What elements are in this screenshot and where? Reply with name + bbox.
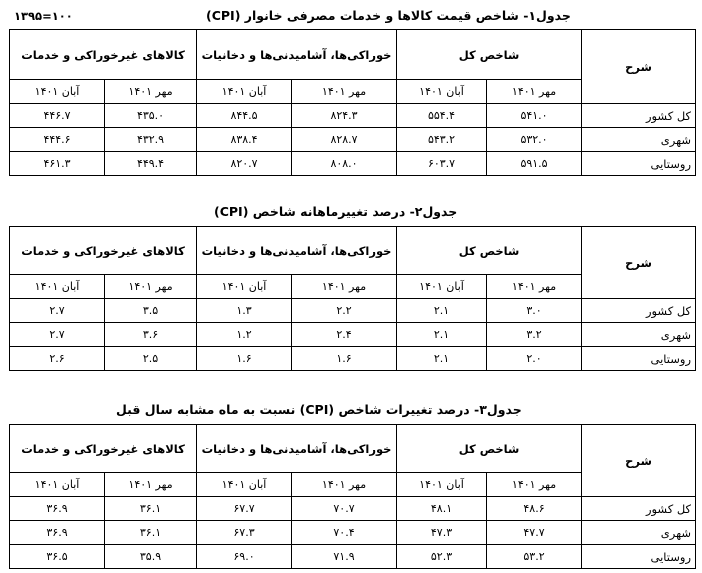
cell: ۲.۷ <box>10 323 105 347</box>
row-label: روستایی <box>582 545 696 569</box>
table-row <box>10 497 696 521</box>
cell: ۸۲۰.۷ <box>197 152 292 176</box>
table-3-title: جدول۳- درصد تغییرات شاخص (CPI) نسبت به ماه مشابه سال قبل <box>116 402 522 417</box>
row-label: شهری <box>582 128 696 152</box>
cell: ۴۴۹.۴ <box>105 152 197 176</box>
row-label: روستایی <box>582 347 696 371</box>
row-label: کل کشور <box>582 299 696 323</box>
table-row <box>10 152 696 176</box>
cell: ۳.۰ <box>487 299 582 323</box>
group-header-total: شاخص کل <box>397 30 582 80</box>
cell: ۲.۶ <box>10 347 105 371</box>
month-header: مهر ۱۴۰۱ <box>105 275 197 299</box>
cell: ۶۰۳.۷ <box>397 152 487 176</box>
table-row <box>10 104 696 128</box>
cell: ۲.۷ <box>10 299 105 323</box>
cell: ۸۲۸.۷ <box>292 128 397 152</box>
cell: ۴۴۴.۶ <box>10 128 105 152</box>
cell: ۳۶.۱ <box>105 521 197 545</box>
cell: ۳۵.۹ <box>105 545 197 569</box>
group-header-food: خوراکی‌ها، آشامیدنی‌ها و دخانیات <box>197 227 397 275</box>
cell: ۲.۰ <box>487 347 582 371</box>
cell: ۴۸.۱ <box>397 497 487 521</box>
month-header: آبان ۱۴۰۱ <box>397 80 487 104</box>
cell: ۷۰.۷ <box>292 497 397 521</box>
table-row <box>10 323 696 347</box>
table-2 <box>9 226 696 371</box>
row-label: شهری <box>582 521 696 545</box>
cell: ۱.۶ <box>197 347 292 371</box>
cell: ۶۷.۳ <box>197 521 292 545</box>
month-header: آبان ۱۴۰۱ <box>197 275 292 299</box>
cell: ۵۳۲.۰ <box>487 128 582 152</box>
cell: ۵۲.۳ <box>397 545 487 569</box>
cell: ۳۶.۹ <box>10 497 105 521</box>
group-header-nonfood: کالاهای غیرخوراکی و خدمات <box>10 30 197 80</box>
month-header: مهر ۱۴۰۱ <box>292 275 397 299</box>
cell: ۴۶۱.۳ <box>10 152 105 176</box>
month-header: آبان ۱۴۰۱ <box>10 80 105 104</box>
cell: ۳.۶ <box>105 323 197 347</box>
month-header: مهر ۱۴۰۱ <box>292 473 397 497</box>
cell: ۸۰۸.۰ <box>292 152 397 176</box>
sharh-header: شرح <box>582 425 696 497</box>
cell: ۳۶.۵ <box>10 545 105 569</box>
cell: ۱.۶ <box>292 347 397 371</box>
group-header-nonfood: کالاهای غیرخوراکی و خدمات <box>10 227 197 275</box>
cell: ۵۵۴.۴ <box>397 104 487 128</box>
table-2-title: جدول۲- درصد تغییرماهانه شاخص (CPI) <box>214 204 458 219</box>
cell: ۶۹.۰ <box>197 545 292 569</box>
row-label: کل کشور <box>582 497 696 521</box>
table-3 <box>9 424 696 569</box>
month-header: مهر ۱۴۰۱ <box>292 80 397 104</box>
cell: ۴۸.۶ <box>487 497 582 521</box>
row-label: کل کشور <box>582 104 696 128</box>
month-header: آبان ۱۴۰۱ <box>197 473 292 497</box>
table-1-title: جدول۱- شاخص قیمت کالاها و خدمات مصرفی خانوار (CPI) <box>206 8 571 23</box>
row-label: شهری <box>582 323 696 347</box>
sharh-header: شرح <box>582 30 696 104</box>
cell: ۴۳۵.۰ <box>105 104 197 128</box>
month-header: مهر ۱۴۰۱ <box>105 80 197 104</box>
cell: ۷۰.۴ <box>292 521 397 545</box>
cell: ۲.۱ <box>397 299 487 323</box>
table-1 <box>9 29 696 176</box>
table-row <box>10 521 696 545</box>
cell: ۷۱.۹ <box>292 545 397 569</box>
cell: ۲.۵ <box>105 347 197 371</box>
table-row <box>10 299 696 323</box>
cell: ۳۶.۱ <box>105 497 197 521</box>
month-header: آبان ۱۴۰۱ <box>197 80 292 104</box>
cell: ۵۹۱.۵ <box>487 152 582 176</box>
cell: ۶۷.۷ <box>197 497 292 521</box>
cell: ۸۳۸.۴ <box>197 128 292 152</box>
month-header: آبان ۱۴۰۱ <box>397 275 487 299</box>
cell: ۸۲۴.۳ <box>292 104 397 128</box>
cell: ۲.۴ <box>292 323 397 347</box>
cell: ۲.۲ <box>292 299 397 323</box>
cell: ۸۴۴.۵ <box>197 104 292 128</box>
group-header-nonfood: کالاهای غیرخوراکی و خدمات <box>10 425 197 473</box>
group-header-food: خوراکی‌ها، آشامیدنی‌ها و دخانیات <box>197 425 397 473</box>
cell: ۲.۱ <box>397 323 487 347</box>
month-header: آبان ۱۴۰۱ <box>397 473 487 497</box>
month-header: مهر ۱۴۰۱ <box>487 80 582 104</box>
row-label: روستایی <box>582 152 696 176</box>
table-row <box>10 545 696 569</box>
month-header: مهر ۱۴۰۱ <box>105 473 197 497</box>
cell: ۳.۲ <box>487 323 582 347</box>
month-header: مهر ۱۴۰۱ <box>487 275 582 299</box>
cell: ۴۴۶.۷ <box>10 104 105 128</box>
cell: ۴۷.۳ <box>397 521 487 545</box>
cell: ۵۳.۲ <box>487 545 582 569</box>
group-header-food: خوراکی‌ها، آشامیدنی‌ها و دخانیات <box>197 30 397 80</box>
cell: ۵۴۳.۲ <box>397 128 487 152</box>
cell: ۴۳۲.۹ <box>105 128 197 152</box>
sharh-header: شرح <box>582 227 696 299</box>
table-row <box>10 347 696 371</box>
cell: ۲.۱ <box>397 347 487 371</box>
month-header: آبان ۱۴۰۱ <box>10 275 105 299</box>
cell: ۴۷.۷ <box>487 521 582 545</box>
group-header-total: شاخص کل <box>397 425 582 473</box>
month-header: مهر ۱۴۰۱ <box>487 473 582 497</box>
cell: ۳.۵ <box>105 299 197 323</box>
base-year-note: ۱۰۰=۱۳۹۵ <box>14 9 73 23</box>
cell: ۱.۳ <box>197 299 292 323</box>
cell: ۵۴۱.۰ <box>487 104 582 128</box>
cell: ۱.۲ <box>197 323 292 347</box>
table-row <box>10 128 696 152</box>
cell: ۳۶.۹ <box>10 521 105 545</box>
month-header: آبان ۱۴۰۱ <box>10 473 105 497</box>
group-header-total: شاخص کل <box>397 227 582 275</box>
